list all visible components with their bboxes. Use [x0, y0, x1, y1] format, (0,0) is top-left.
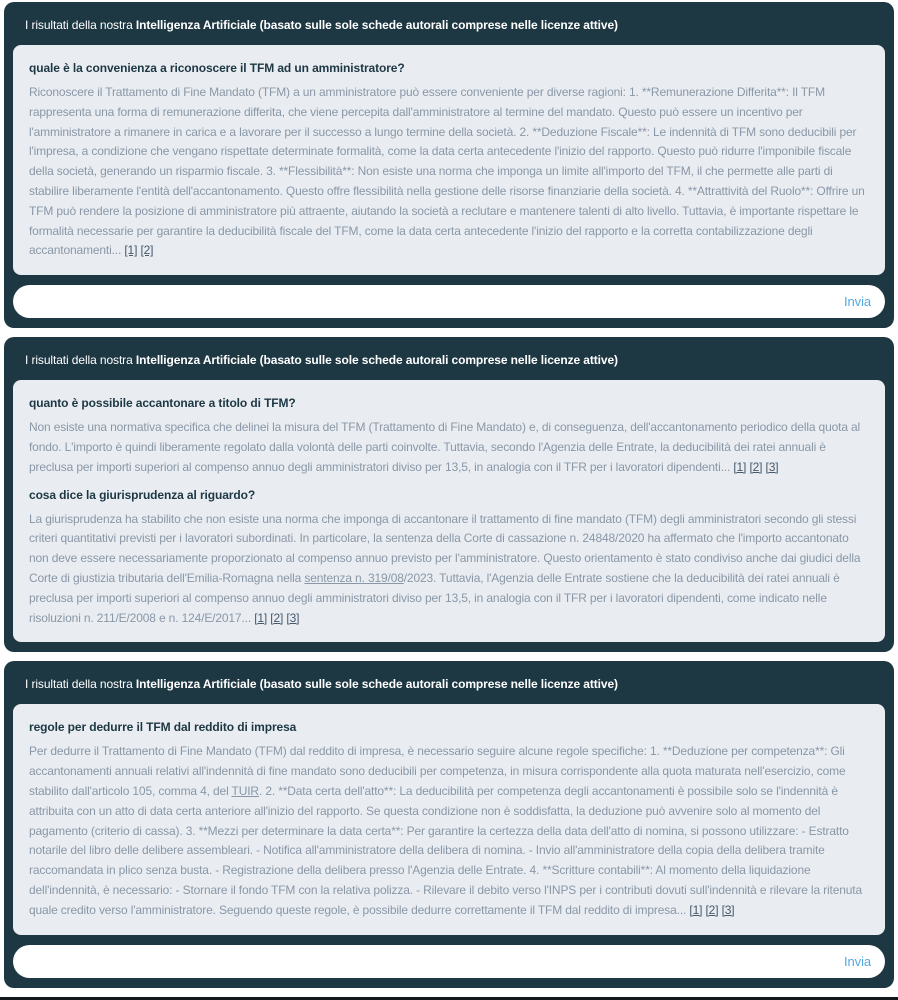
ai-results-panel-1 [4, 2, 894, 328]
qa-card [13, 380, 885, 642]
header-bold: Intelligenza Artificiale (basato sulle sole schede autorali comprese nelle licenze attive) [135, 18, 618, 32]
citation-link[interactable]: [3] [765, 459, 779, 474]
citation-link[interactable]: [1] [689, 902, 703, 917]
answer-text-segment: . 2. **Data certa dell'atto**: La deducibilità per competenza degli accantonamenti è possibile solo se l'indennità è attribuita con un atto di data certa anteriore all'inizio del rapporto. Se questa condizione non è soddisfatta, la deduzione può avvenire solo al momento del pagamento (criterio di cassa). 3. **Mezzi per determinare la data certa**: Per garantire la certezza della data dell'atto di nomina, si possono utilizzare: - Estratto notarile del libro delle delibere assembleari. - Notifica all'amministratore della delibera di nomina. - Invio all'amministratore della copia della delibera tramite raccomandata in plico senza busta. - Registrazione della delibera presso l'Agenzia delle Entrate. 4. **Scritture contabili**: Al momento della liquidazione dell'indennità, è necessario: - Stornare il fondo TFM con la relativa polizza. - Rilevare il debito verso l'INPS per i contributi dovuti sull'indennità e rilevare la ritenuta quale credito verso l'amministratore. Seguendo queste regole, è possibile dedurre correttamente il TFM dal reddito di impresa... [29, 783, 862, 917]
header-bold: Intelligenza Artificiale (basato sulle sole schede autorali comprese nelle licenze attive) [135, 353, 618, 368]
inline-reference-link[interactable]: TUIR [231, 783, 259, 798]
citation-link[interactable]: [2] [705, 902, 719, 917]
citation-link[interactable]: [2] [140, 243, 154, 258]
question-text: cosa dice la giurisprudenza al riguardo? [29, 487, 256, 502]
ai-results-header [13, 10, 885, 45]
answer-text [29, 413, 869, 477]
header-prefix: I risultati della nostra [25, 677, 136, 692]
answer-text [29, 505, 869, 629]
qa-card [13, 45, 885, 275]
message-composer [13, 945, 885, 978]
citation-link[interactable]: [2] [749, 459, 763, 474]
answer-text-segment: Non esiste una normativa specifica che delinei la misura del TFM (Trattamento di Fine Mandato) e, di conseguenza, dell'accantonamento periodico della quota al fondo. L'importo è quindi liberamente regolato dalla volontà delle parti coinvolte. Tuttavia, secondo l'Agenzia delle Entrate, la deducibilità dei ratei annuali è preclusa per importi superiori al compenso annuo degli amministratori diviso per 13,5, in analogia con il TFR per i lavoratori dipendenti... [29, 420, 861, 474]
bottom-divider [0, 997, 898, 1000]
header-bold: Intelligenza Artificiale (basato sulle sole schede autorali comprese nelle licenze attive) [135, 677, 618, 692]
question-text: regole per dedurre il TFM dal reddito di impresa [29, 720, 297, 735]
answer-text [29, 78, 869, 261]
citation-link[interactable]: [3] [286, 610, 300, 625]
ai-results-panel-2 [4, 337, 894, 652]
citation-link[interactable]: [2] [270, 610, 284, 625]
qa-card [13, 704, 885, 934]
citation-link[interactable]: [3] [721, 902, 735, 917]
header-prefix: I risultati della nostra [25, 18, 136, 32]
answer-text-segment: /2023. Tuttavia, l'Agenzia delle Entrate sostiene che la deducibilità dei ratei annuali è preclusa per importi superiori al compenso annuo degli amministratori diviso per 13,5, in analogia con il TFR per i lavoratori dipendenti, come indicato nelle risoluzioni n. 211/E/2008 e n. 124/E/2017... [29, 570, 840, 625]
message-composer [13, 285, 885, 318]
answer-text-segment: La giurisprudenza ha stabilito che non esiste una norma che imponga di accantonare il trattamento di fine mandato (TFM) degli amministratori secondo gli stessi criteri quantitativi previsti per i lavoratori subordinati. In particolare, la sentenza della Corte di cassazione n. 24848/2020 ha affermato che l'importo accantonato non deve essere necessariamente proporzionato al compenso annuo previsto per l'amministratore. Questo orientamento è stato condiviso anche dai giudici della Corte di giustizia tributaria dell'Emilia-Romagna nella [29, 511, 861, 585]
inline-reference-link[interactable]: sentenza n. 319/08 [304, 570, 404, 585]
ai-results-header [13, 345, 885, 380]
ai-results-header [13, 669, 885, 704]
citation-link[interactable]: [1] [254, 610, 268, 625]
send-button[interactable]: Invia [844, 953, 871, 969]
question-text: quale è la convenienza a riconoscere il TFM ad un amministratore? [29, 61, 405, 75]
citation-link[interactable]: [1] [124, 243, 138, 258]
answer-text-segment: Per dedurre il Trattamento di Fine Mandato (TFM) dal reddito di impresa, è necessario seguire alcune regole specifiche: 1. **Deduzione per competenza**: Gli accantonamenti annuali relativi all'indennità di fine mandato sono deducibili per competenza, in misura corrispondente alla quota maturata nell'esercizio, come stabilito dall'articolo 105, comma 4, del [29, 744, 846, 798]
answer-text [29, 737, 869, 920]
answer-text-segment: Riconoscere il Trattamento di Fine Mandato (TFM) a un amministratore può essere conveniente per diverse ragioni: 1. **Remunerazione Differita**: Il TFM rappresenta una forma di remunerazione differita, che viene percepita dall'amministratore al termine del mandato. Questo può essere un incentivo per l'amministratore a rimanere in carica e a lavorare per il successo a lungo termine della società. 2. **Deduzione Fiscale**: Le indennità di TFM sono deducibili per l'impresa, a condizione che vengano rispettate determinate formalità, come la data certa antecedente l'inizio del rapporto. Questo può ridurre l'imponibile fiscale della società, generando un risparmio fiscale. 3. **Flessibilità**: Non esiste una norma che imponga un limite all'importo del TFM, il che permette alle parti di stabilire liberamente l'entità dell'accantonamento. Questo offre flessibilità nella gestione delle risorse finanziarie della società. 4. **Attrattività del Ruolo**: Offrire un TFM può rendere la posizione di amministratore più attraente, aiutando la società a reclutare e mantenere talenti di alto livello. Tuttavia, è importante rispettare le formalità necessarie per garantire la deducibilità fiscale del TFM, come la data certa antecedente l'inizio del rapporto e la corretta contabilizzazione degli accantonamenti... [29, 85, 865, 258]
send-button[interactable]: Invia [844, 294, 871, 310]
message-input[interactable] [25, 284, 844, 319]
ai-results-panel-3 [4, 661, 894, 987]
citation-link[interactable]: [1] [733, 459, 747, 474]
header-prefix: I risultati della nostra [25, 353, 136, 368]
message-input[interactable] [25, 944, 844, 979]
question-text: quanto è possibile accantonare a titolo di TFM? [29, 396, 296, 411]
